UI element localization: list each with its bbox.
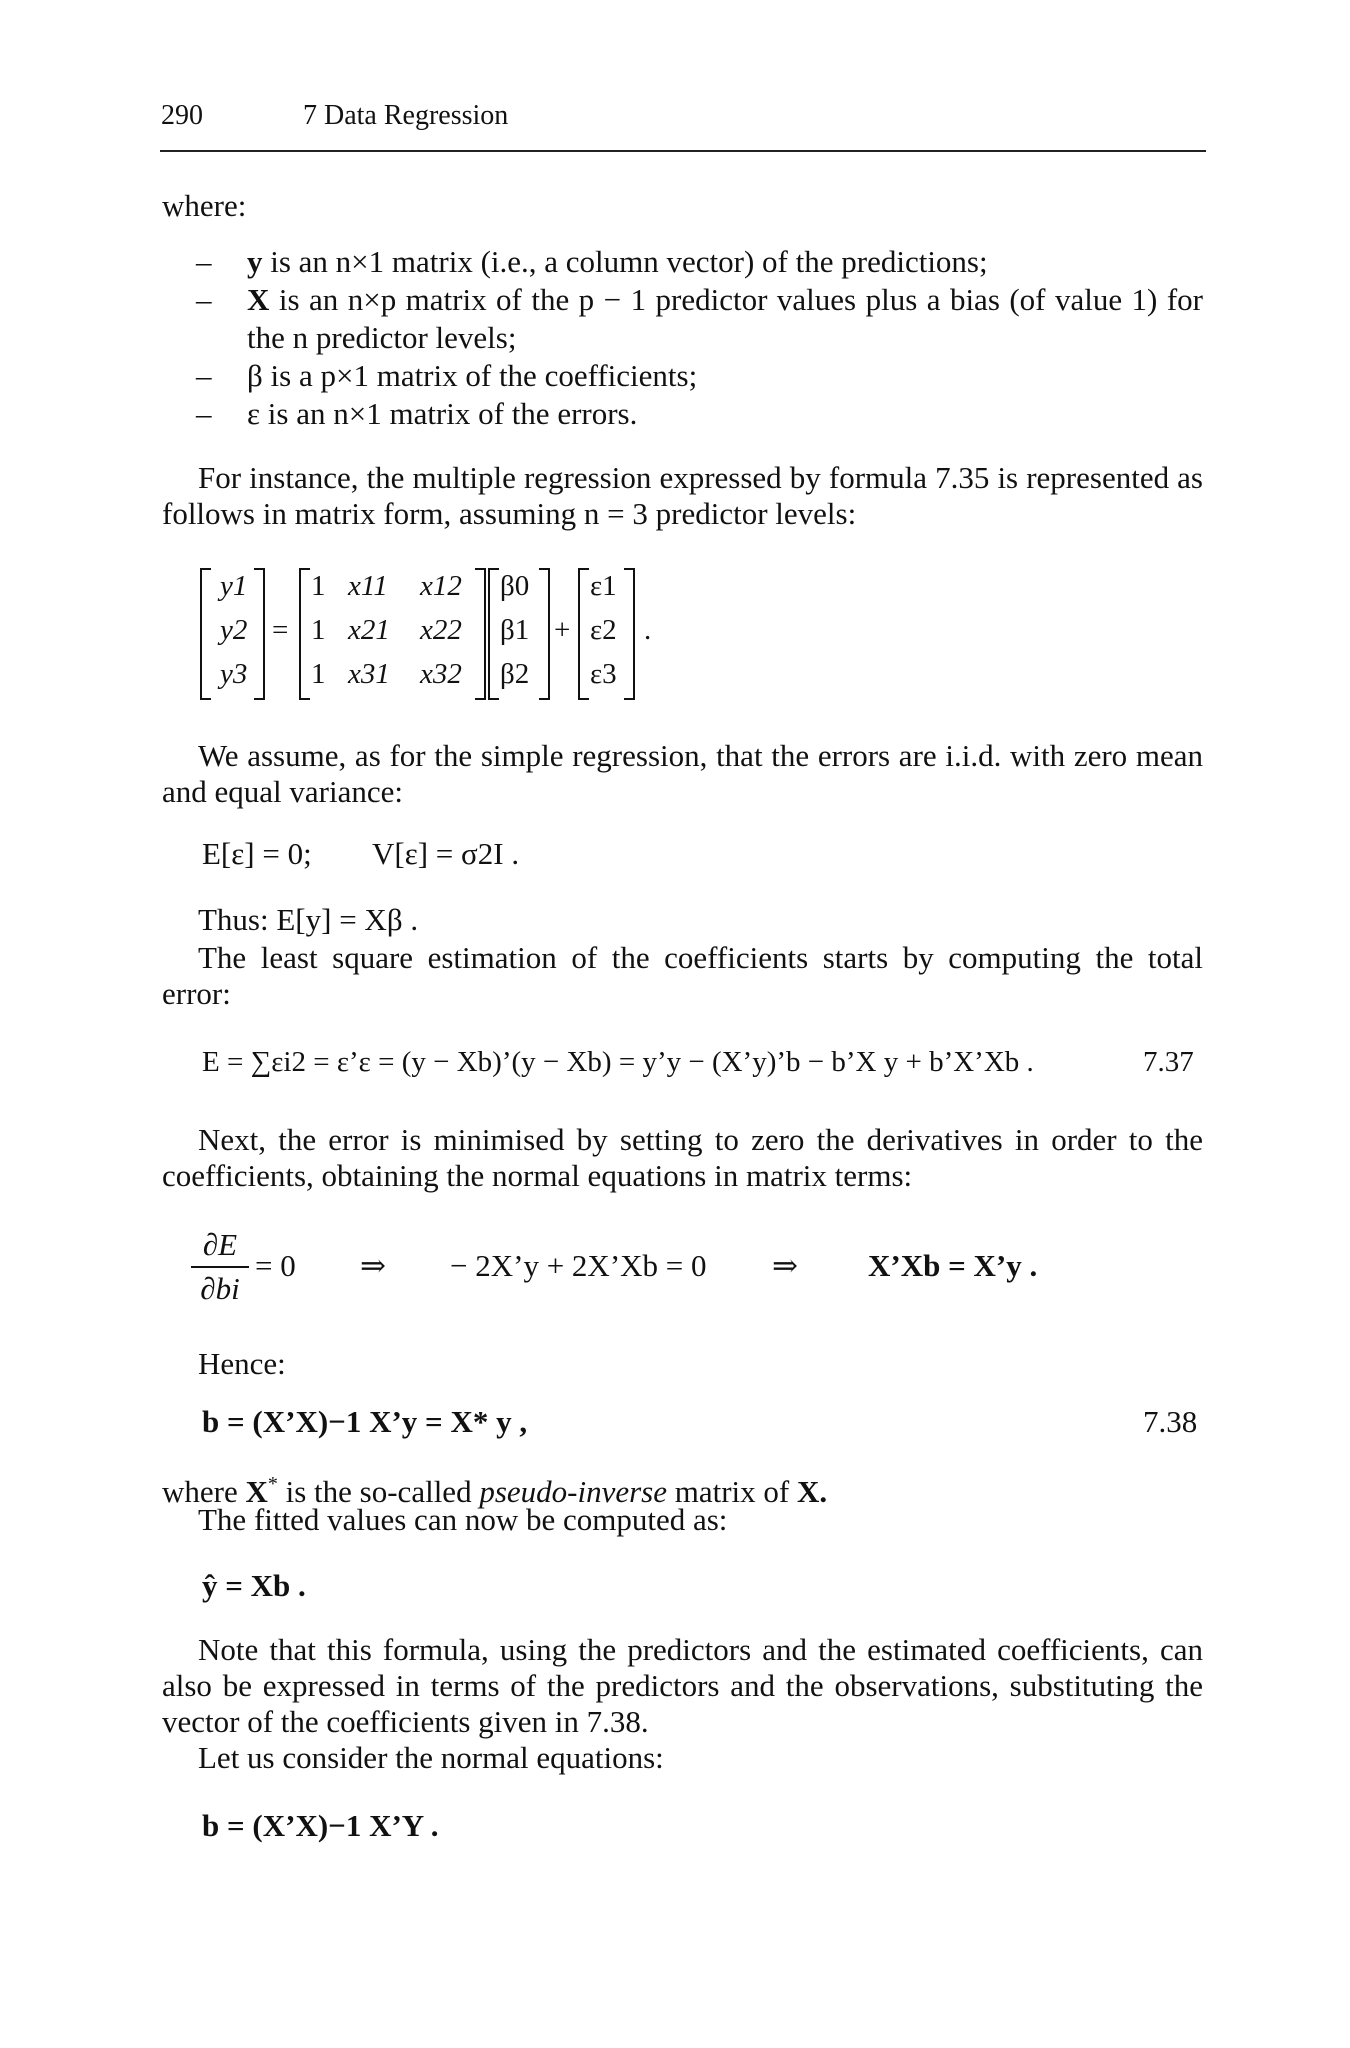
header-rule	[160, 150, 1206, 152]
equation-normal-final: b = (X’X)−1 X’Y .	[202, 1808, 439, 1843]
pseudo-inverse-term: pseudo-inverse	[479, 1474, 667, 1509]
symbol-X: X	[245, 1474, 268, 1509]
bullet-text: is a p×1 matrix of the coefficients;	[262, 358, 698, 393]
paragraph-line: For instance, the multiple regression expressed by formula 7.35 is represented as	[198, 460, 1203, 495]
matrix-entry: x21	[348, 614, 390, 646]
matrix-entry: ε3	[590, 658, 617, 690]
equation-mean: E[ε] = 0;	[202, 836, 312, 871]
bullet-y	[247, 244, 988, 280]
matrix-entry: 1	[311, 570, 326, 602]
text-run: is the so-called	[277, 1474, 480, 1509]
matrix-entry: y3	[220, 658, 248, 690]
bracket-left	[488, 568, 499, 700]
where-label: where:	[162, 188, 247, 223]
matrix-entry: β2	[500, 658, 530, 690]
paragraph-line: We assume, as for the simple regression, that the errors are i.i.d. with zero mean	[198, 738, 1203, 773]
page-number: 290	[161, 100, 203, 131]
plus-sign: +	[554, 614, 571, 646]
thus-line: Thus: E[y] = Xβ .	[198, 902, 419, 937]
equation-part: = 0	[255, 1248, 296, 1283]
equation-coefficients: b = (X’X)−1 X’y = X* y ,	[202, 1404, 528, 1439]
period: .	[644, 614, 652, 646]
paragraph-line: The fitted values can now be computed as:	[198, 1502, 728, 1537]
fraction-numerator: ∂E	[202, 1227, 238, 1262]
matrix-entry: 1	[311, 614, 326, 646]
text-run: where	[162, 1474, 246, 1509]
matrix-entry: x31	[348, 658, 390, 690]
symbol-X: X	[247, 282, 270, 317]
fraction-bar	[191, 1266, 249, 1268]
paragraph-line: The least square estimation of the coefficients starts by computing the total	[198, 940, 1203, 975]
equation-number: 7.37	[1143, 1046, 1194, 1078]
paragraph-line: follows in matrix form, assuming n = 3 predictor levels:	[162, 496, 857, 531]
partial-derivative-fraction	[191, 1226, 249, 1308]
bullet-epsilon	[247, 396, 637, 432]
fraction-denominator: ∂bi	[200, 1271, 240, 1306]
matrix-entry: x12	[420, 570, 462, 602]
matrix-entry: ε1	[590, 570, 617, 602]
equation-part: − 2X’y + 2X’Xb = 0	[450, 1248, 707, 1283]
matrix-entry: x22	[420, 614, 462, 646]
matrix-entry: β0	[500, 570, 530, 602]
bracket-right	[475, 568, 486, 700]
implies-arrow: ⇒	[772, 1248, 798, 1283]
bullet-text: is an n×p matrix of the p − 1 predictor values plus a bias (of value 1) for	[269, 282, 1203, 317]
paragraph-line: error:	[162, 976, 231, 1011]
implies-arrow: ⇒	[360, 1248, 386, 1283]
hence-label: Hence:	[198, 1346, 286, 1381]
text-run: matrix of	[667, 1474, 797, 1509]
bullet-X	[247, 282, 1203, 318]
equation-total-error: E = ∑εi2 = ε’ε = (y − Xb)’(y − Xb) = y’y − (X’y)’b − b’X y + b’X’Xb .	[202, 1046, 1034, 1078]
matrix-entry: β1	[500, 614, 530, 646]
bullet-text: is an n×1 matrix (i.e., a column vector) of the predictions;	[262, 244, 988, 279]
paragraph-line: Let us consider the normal equations:	[198, 1740, 664, 1775]
matrix-entry: ε2	[590, 614, 617, 646]
equation-fitted-values: ŷ = Xb .	[202, 1568, 306, 1603]
matrix-entry: y1	[220, 570, 248, 602]
paragraph-line: Note that this formula, using the predictors and the estimated coefficients, can	[198, 1632, 1203, 1667]
bracket-left	[299, 568, 310, 700]
matrix-entry: y2	[220, 614, 248, 646]
bullet-beta	[247, 358, 697, 394]
bracket-left	[200, 568, 211, 700]
paragraph-line: vector of the coefficients given in 7.38.	[162, 1704, 649, 1739]
chapter-title: 7 Data Regression	[303, 100, 509, 131]
bracket-left	[578, 568, 589, 700]
matrix-entry: x32	[420, 658, 462, 690]
bracket-right	[254, 568, 265, 700]
symbol-epsilon: ε	[247, 396, 261, 431]
paragraph-line: also be expressed in terms of the predictors and the observations, substituting the	[162, 1668, 1203, 1703]
paragraph-line: and equal variance:	[162, 774, 403, 809]
paragraph-line: Next, the error is minimised by setting to zero the derivatives in order to the	[198, 1122, 1203, 1157]
bullet-dash: –	[196, 282, 212, 317]
bracket-right	[539, 568, 550, 700]
symbol-y: y	[247, 244, 263, 279]
paragraph-line: coefficients, obtaining the normal equations in matrix terms:	[162, 1158, 913, 1193]
bullet-text: is an n×1 matrix of the errors.	[260, 396, 638, 431]
matrix-entry: 1	[311, 658, 326, 690]
equation-number: 7.38	[1143, 1404, 1198, 1439]
bullet-dash: –	[196, 396, 212, 431]
symbol-X: X.	[797, 1474, 828, 1509]
bracket-right	[624, 568, 635, 700]
bullet-dash: –	[196, 244, 212, 279]
equation-variance: V[ε] = σ2I .	[372, 836, 520, 871]
equation-part: X’Xb = X’y .	[868, 1248, 1038, 1283]
symbol-beta: β	[247, 358, 263, 393]
bullet-dash: –	[196, 358, 212, 393]
equals-sign: =	[272, 614, 289, 646]
bullet-X-continuation: the n predictor levels;	[247, 320, 517, 355]
superscript-star: *	[267, 1473, 278, 1495]
matrix-entry: x11	[348, 570, 388, 602]
